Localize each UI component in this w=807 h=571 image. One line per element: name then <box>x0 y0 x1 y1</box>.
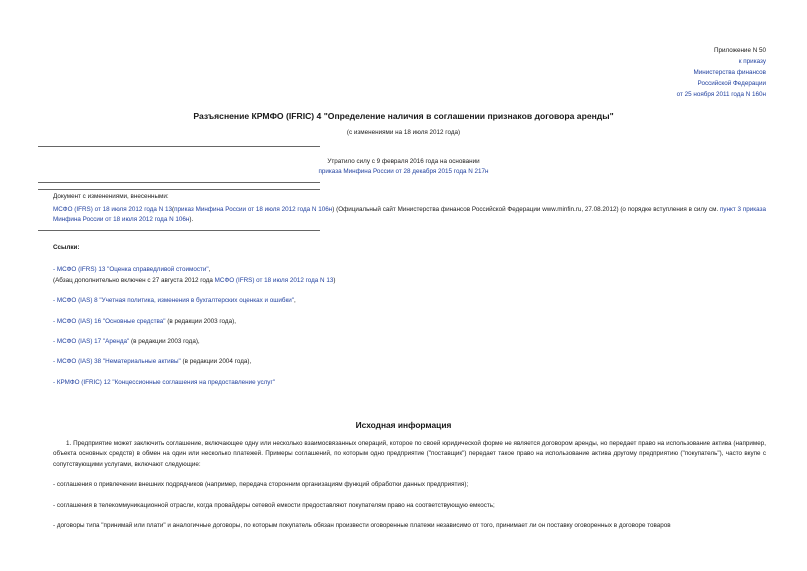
reference-item <box>53 266 210 275</box>
appendix-federation-link[interactable]: Российской Федерации <box>697 80 766 87</box>
changes-label: Документ с изменениями, внесенными: <box>53 193 169 200</box>
appendix-ministry-link[interactable]: Министерства финансов <box>693 69 766 76</box>
list-item: - договоры типа "принимай или плати" и аналогичные договоры, по которым покупатель обязан произвести оговоренные платежи независимо от того, принимает ли он поставку оговоренных в договоре товаров <box>53 522 671 529</box>
reference-link[interactable]: - КРМФО (IFRIC) 12 "Концессионные соглашения на предоставление услуг" <box>53 379 275 386</box>
changes-text-part: ) (Официальный сайт Министерства финансов Российской Федерации www.minfin.ru, 27.08.2012) (о порядке вступления в силу см. <box>332 206 719 213</box>
reference-item <box>53 379 275 388</box>
document-title: Разъяснение КРМФО (IFRIC) 4 "Определение наличия в соглашении признаков договора аренды" <box>193 111 614 121</box>
list-item: - соглашения в телекоммуникационной отрасли, когда провайдеры сетевой емкости предоставляют покупателям право на соответствующую емкость; <box>53 502 495 509</box>
reference-note: (в редакции 2004 года), <box>180 358 252 365</box>
expired-order-link[interactable]: приказа Минфина России от 28 декабря 2015 года N 217н <box>318 168 489 175</box>
list-item: - соглашения о привлечении внешних подрядчиков (например, передача сторонним организациям функций обработки данных предприятия); <box>53 481 469 488</box>
changes-text <box>53 205 766 225</box>
reference-note: , <box>208 266 211 273</box>
changes-order-link[interactable]: приказ Минфина России от 18 июля 2012 года N 106н <box>174 206 333 213</box>
reference-link[interactable]: - МСФО (IAS) 17 "Аренда" <box>53 338 130 345</box>
changes-ifrs-link[interactable]: МСФО (IFRS) от 18 июля 2012 года N 13 <box>53 206 173 213</box>
document-subtitle: (с изменениями на 18 июля 2012 года) <box>346 129 461 136</box>
divider <box>38 189 320 190</box>
reference-note-suffix: ) <box>333 277 336 284</box>
reference-item <box>53 338 200 347</box>
reference-link[interactable]: - МСФО (IAS) 38 "Нематериальные активы" <box>53 358 181 365</box>
reference-item <box>53 358 251 367</box>
references-heading: Ссылки: <box>53 244 80 251</box>
expired-text: Утратило силу с 9 февраля 2016 года на основании <box>327 158 480 165</box>
reference-note: (в редакции 2003 года), <box>129 338 200 345</box>
reference-note-link[interactable]: МСФО (IFRS) от 18 июля 2012 года N 13 <box>214 277 334 284</box>
changes-paren: ( <box>172 206 175 213</box>
changes-clause-link[interactable]: пункт 3 приказа Минфина России от 18 июля 2012 года N 106н <box>53 206 766 223</box>
section-heading: Исходная информация <box>355 420 452 430</box>
appendix-order-link[interactable]: к приказу <box>738 58 766 65</box>
appendix-line: Приложение N 50 <box>714 47 766 54</box>
reference-note: , <box>293 297 296 304</box>
reference-item <box>53 297 296 306</box>
paragraph: 1. Предприятие может заключить соглашение, включающее одну или несколько взаимосвязанных операций, которое по своей юридической форме не является договором аренды, но передает право на использование актива (например, объекта основных средств) в обмен на один или несколько платежей. Примеры соглашений, по которым одно предприятие ("поставщик") передает такое право на использование актива другому предприятию ("покупатель"), часто вкупе с сопутствующими услугами, включают следующие: <box>53 440 766 468</box>
reference-note: (в редакции 2003 года), <box>165 318 236 325</box>
reference-note-line <box>53 277 335 286</box>
changes-text-end: ). <box>189 216 194 223</box>
appendix-block <box>677 45 766 100</box>
reference-link[interactable]: - МСФО (IAS) 16 "Основные средства" <box>53 318 166 325</box>
reference-link[interactable]: - МСФО (IAS) 8 "Учетная политика, изменения в бухгалтерских оценках и ошибки" <box>53 297 294 304</box>
divider <box>38 146 320 147</box>
reference-item <box>53 318 236 327</box>
reference-link[interactable]: - МСФО (IFRS) 13 "Оценка справедливой стоимости" <box>53 266 209 273</box>
reference-note-prefix: (Абзац дополнительно включен с 27 августа 2012 года <box>53 277 213 284</box>
expired-notice <box>0 157 807 177</box>
divider <box>38 230 320 231</box>
divider <box>38 182 320 183</box>
appendix-date-link[interactable]: от 25 ноября 2011 года N 160н <box>676 91 766 98</box>
